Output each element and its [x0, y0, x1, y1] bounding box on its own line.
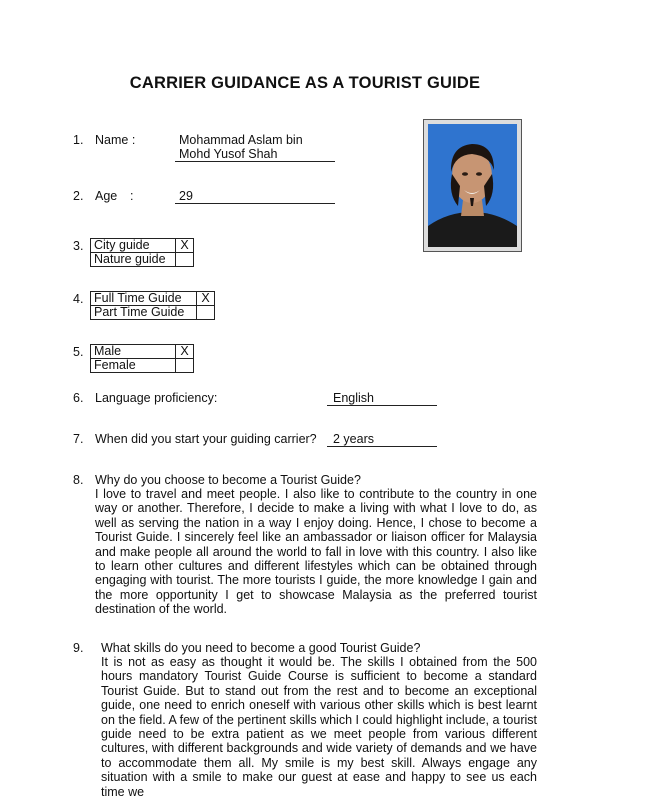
option-checkbox[interactable] — [176, 253, 194, 267]
q8-answer: I love to travel and meet people. I also like to contribute to the country in one way or another. Therefore, I decide to make a living with what I love to do, as well as serving the nation in a way I enjoy doing. Hence, I chose to become a Tourist Guide. I sincerely feel like an ambassador or liaison officer for Malaysia and make people all around the world to fall in love with this country. I also like to learn other cultures and different lifestyles which can be obtained through engaging with tourist. The more tourists I guide, the more knowledge I gain and the more opportunity I get to showcase Malaysia as the preferred tourist destination of the world. — [95, 487, 537, 617]
option-label: Female — [91, 359, 176, 373]
option-label: Part Time Guide — [91, 306, 197, 320]
q6-number: 6. — [73, 391, 84, 405]
language-label: Language proficiency: — [95, 391, 218, 405]
option-label: Male — [91, 345, 176, 359]
employment-type-table — [90, 291, 215, 320]
option-label: City guide — [91, 239, 176, 253]
start-career-value: 2 years — [327, 432, 437, 447]
option-checkbox[interactable]: X — [197, 292, 215, 306]
q4-number: 4. — [73, 292, 84, 306]
portrait-photo — [423, 119, 522, 252]
q9-number: 9. — [73, 641, 84, 655]
q2-number: 2. — [73, 189, 84, 203]
option-label: Full Time Guide — [91, 292, 197, 306]
option-checkbox[interactable]: X — [176, 239, 194, 253]
portrait-icon — [428, 124, 517, 247]
age-colon: : — [130, 189, 134, 203]
page-title: CARRIER GUIDANCE AS A TOURIST GUIDE — [129, 74, 481, 92]
q3-number: 3. — [73, 239, 84, 253]
guide-type-table — [90, 238, 194, 267]
age-value: 29 — [175, 189, 335, 204]
start-career-label: When did you start your guiding carrier? — [95, 432, 317, 446]
q9-question: What skills do you need to become a good Tourist Guide? — [101, 641, 421, 655]
q7-number: 7. — [73, 432, 84, 446]
q8-question: Why do you choose to become a Tourist Guide? — [95, 473, 361, 487]
option-checkbox[interactable]: X — [176, 345, 194, 359]
q5-number: 5. — [73, 345, 84, 359]
name-label: Name : — [95, 133, 136, 147]
name-value-line2: Mohd Yusof Shah — [175, 147, 335, 162]
q8-number: 8. — [73, 473, 84, 487]
gender-table — [90, 344, 194, 373]
name-value-line1: Mohammad Aslam bin — [179, 133, 303, 147]
age-label: Age — [95, 189, 118, 203]
option-checkbox[interactable] — [197, 306, 215, 320]
q1-number: 1. — [73, 133, 84, 147]
option-label: Nature guide — [91, 253, 176, 267]
q9-answer: It is not as easy as thought it would be. The skills I obtained from the 500 hours mandatory Tourist Guide Course is sufficient to become a standard Tourist Guide. But to stand out from the rest and to become an exceptional guide, one need to enrich oneself with various other skills which is best learnt on the field. A few of the pertinent skills which I could highlight include, a tourist guide need to be extra patient as we meet people from various different cultures, with different backgrounds and wide variety of demands and we have to accommodate them all. My smile is my best skill. Always engage any situation with a smile to make our guest at ease and happy to see us each time we — [101, 655, 537, 799]
language-value: English — [327, 391, 437, 406]
option-checkbox[interactable] — [176, 359, 194, 373]
